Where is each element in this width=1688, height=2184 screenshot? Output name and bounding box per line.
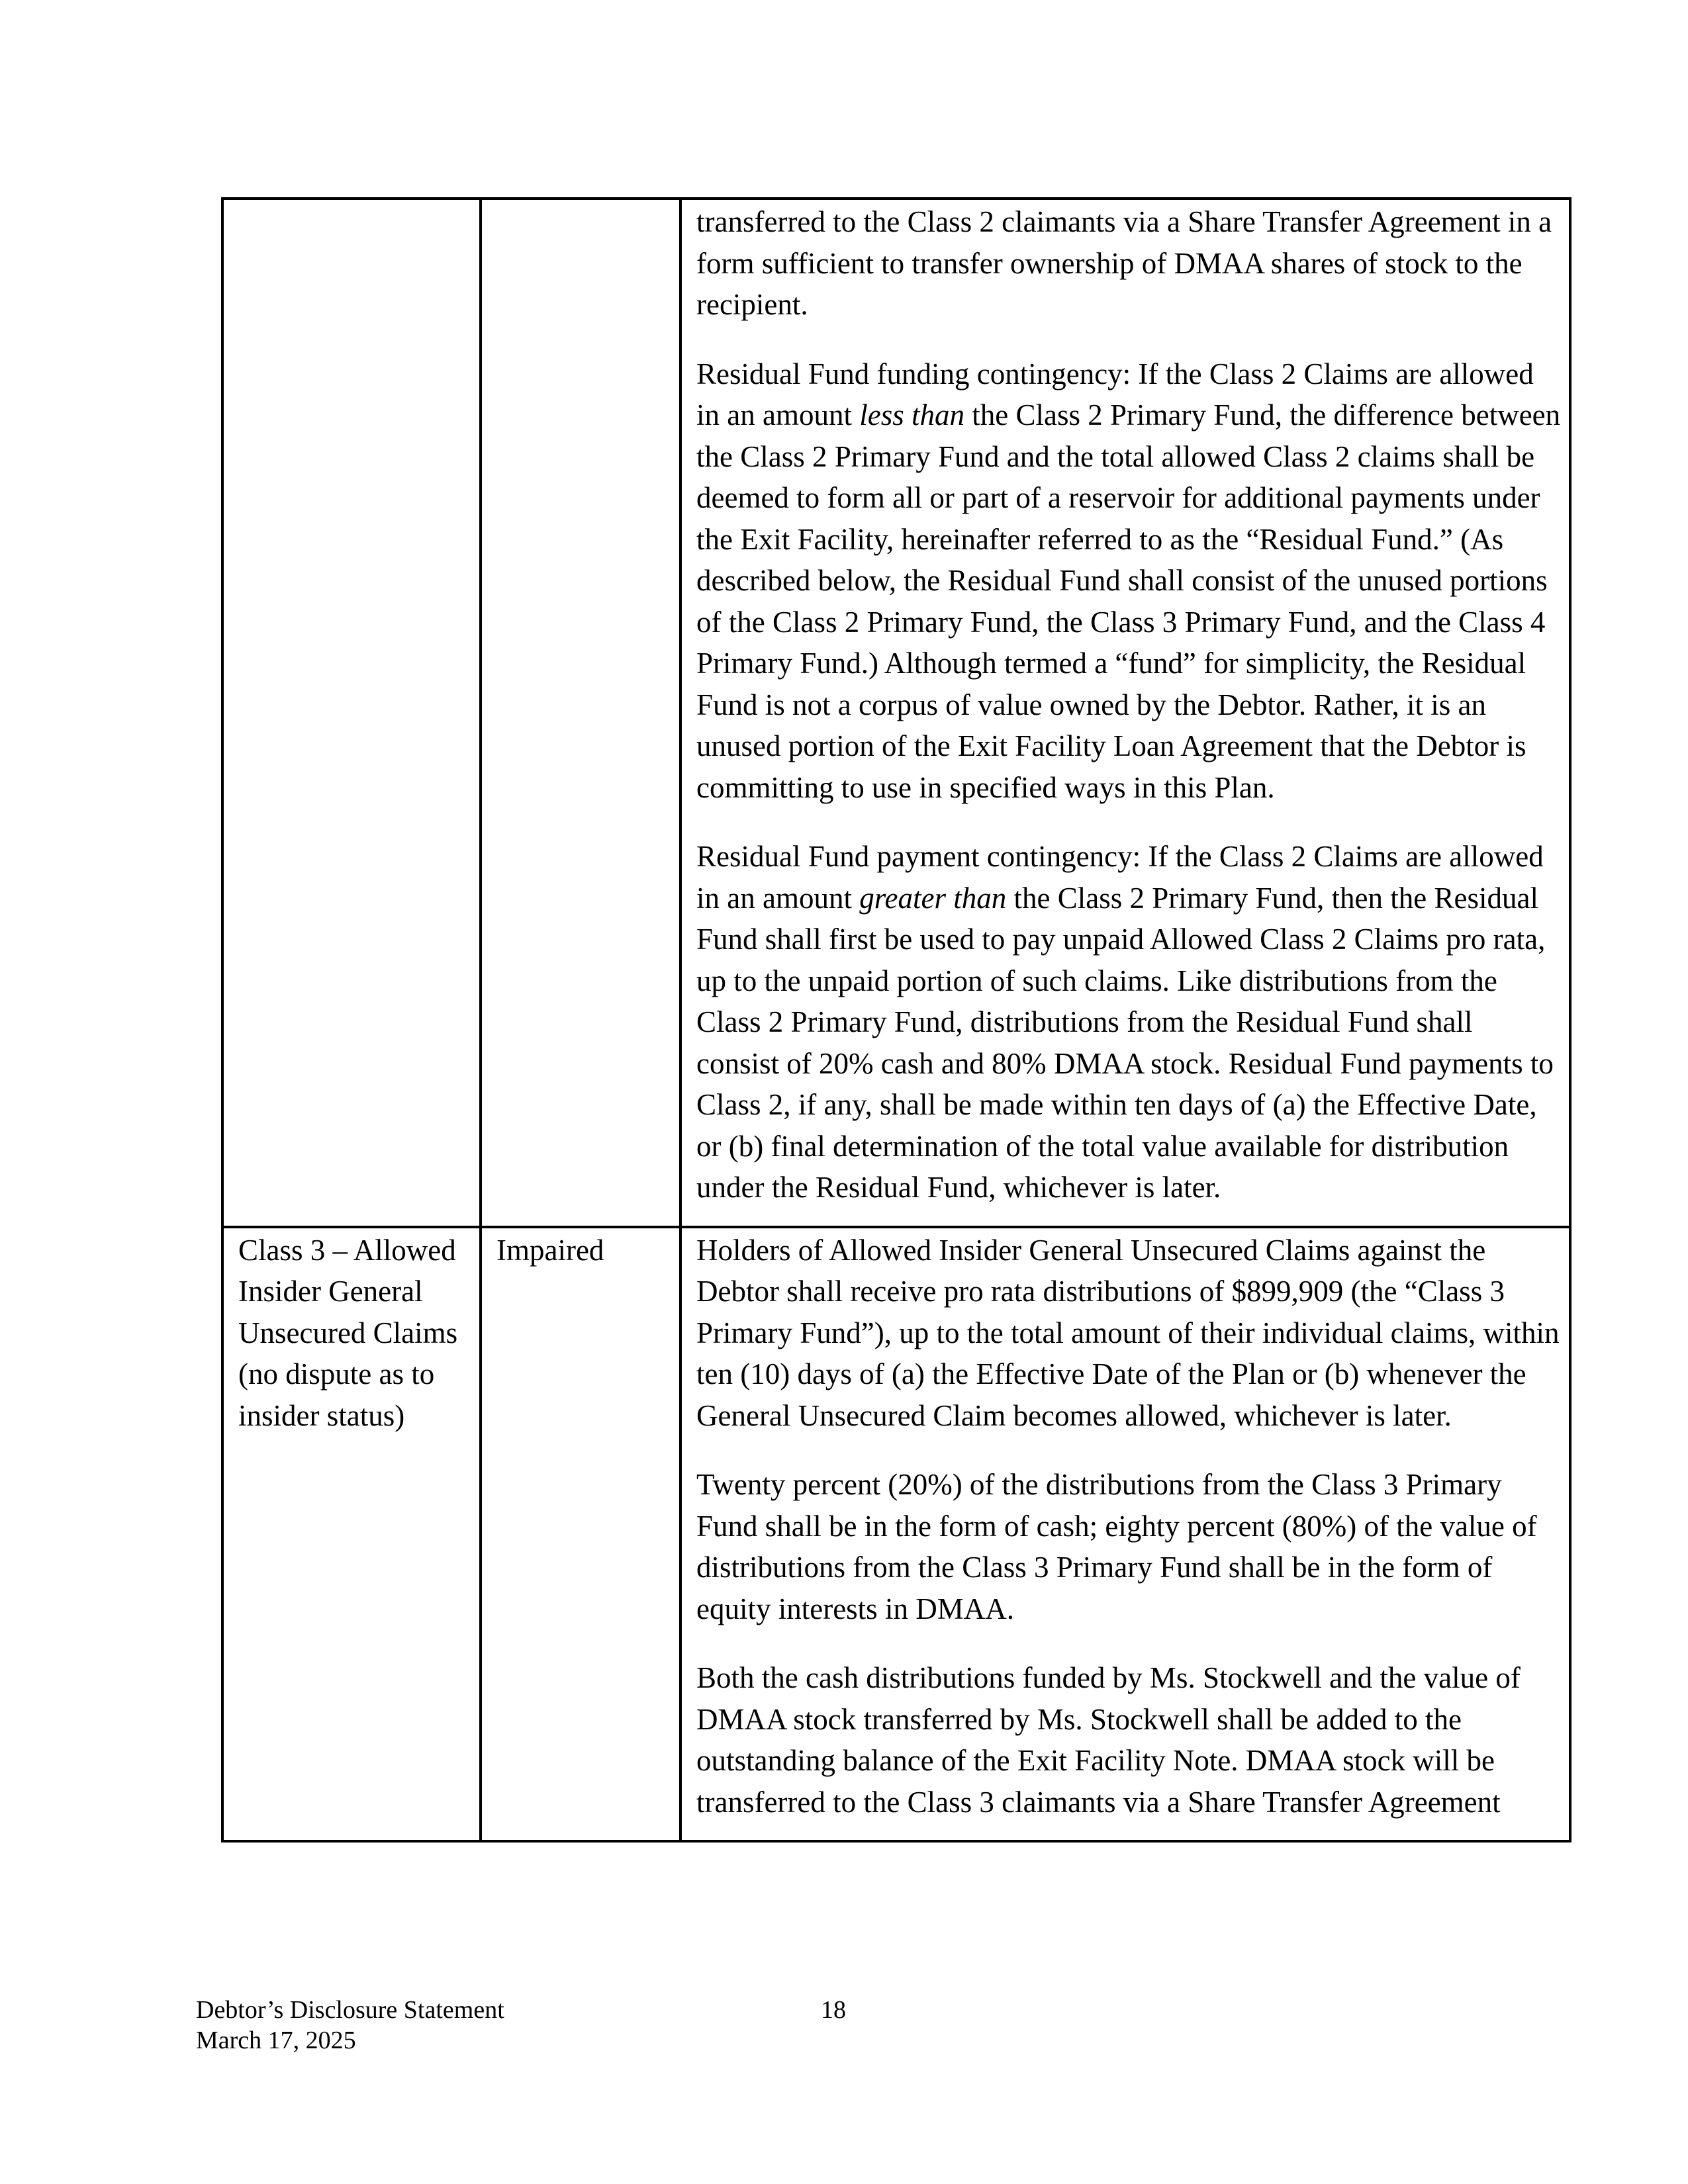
treatment-paragraph: Holders of Allowed Insider General Unsecured Claims against the Debtor shall receive pro rata distributions of $899,909 (the “Class 3 Primary Fund”), up to the total amount of their individual claims, within ten (10) days of (a) the Effective Date of the Plan or (b) whenever the General Unsecured Claim becomes allowed, whichever is later.	[696, 1233, 1560, 1432]
class-label: Class 3 – Allowed Insider General Unsecured Claims (no dispute as to insider status)	[238, 1233, 458, 1432]
impairment-status: Impaired	[496, 1233, 604, 1267]
residual-fund-payment-paragraph: Residual Fund payment contingency: If the Class 2 Claims are allowed in an amount greater than the Class 2 Primary Fund, then the Residual Fund shall first be used to pay unpaid Allowed Class 2 Claims pro rata, up to the unpaid portion of such claims. Like distributions from the Class 2 Primary Fund, distributions from the Residual Fund shall consist of 20% cash and 80% DMAA stock. Residual Fund payments to Class 2, if any, shall be made within ten days of (a) the Effective Date, or (b) final determination of the total value available for distribution under the Residual Fund, whichever is later.	[696, 840, 1554, 1204]
table-row	[222, 199, 1570, 1227]
footer-title: Debtor’s Disclosure Statement	[196, 1996, 504, 2024]
footer	[196, 1995, 504, 2056]
class-cell	[222, 199, 481, 1227]
residual-fund-funding-paragraph: Residual Fund funding contingency: If the Class 2 Claims are allowed in an amount less than the Class 2 Primary Fund, the difference between the Class 2 Primary Fund and the total allowed Class 2 claims shall be deemed to form all or part of a reservoir for additional payments under the Exit Facility, hereinafter referred to as the “Residual Fund.” (As described below, the Residual Fund shall consist of the unused portions of the Class 2 Primary Fund, the Class 3 Primary Fund, and the Class 4 Primary Fund.) Although termed a “fund” for simplicity, the Residual Fund is not a corpus of value owned by the Debtor. Rather, it is an unused portion of the Exit Facility Loan Agreement that the Debtor is committing to use in specified ways in this Plan.	[696, 357, 1561, 804]
class-cell	[222, 1227, 481, 1842]
impairment-cell	[481, 1227, 680, 1842]
treatment-paragraph: Twenty percent (20%) of the distributions from the Class 3 Primary Fund shall be in the form of cash; eighty percent (80%) of the value of distributions from the Class 3 Primary Fund shall be in the form of equity interests in DMAA.	[696, 1468, 1537, 1625]
table-row	[222, 1227, 1570, 1842]
treatment-cell	[680, 1227, 1570, 1842]
impairment-cell	[481, 199, 680, 1227]
footer-date: March 17, 2025	[196, 2026, 356, 2054]
claims-table	[221, 197, 1571, 1843]
page-number: 18	[821, 1996, 846, 2024]
treatment-paragraph: transferred to the Class 2 claimants via a Share Transfer Agreement in a form sufficient to transfer ownership of DMAA shares of stock to the recipient.	[696, 205, 1552, 321]
treatment-paragraph: Both the cash distributions funded by Ms. Stockwell and the value of DMAA stock transferred by Ms. Stockwell shall be added to the outstanding balance of the Exit Facility Note. DMAA stock will be transferred to the Class 3 claimants via a Share Transfer Agreement	[696, 1661, 1521, 1819]
treatment-cell	[680, 199, 1570, 1227]
